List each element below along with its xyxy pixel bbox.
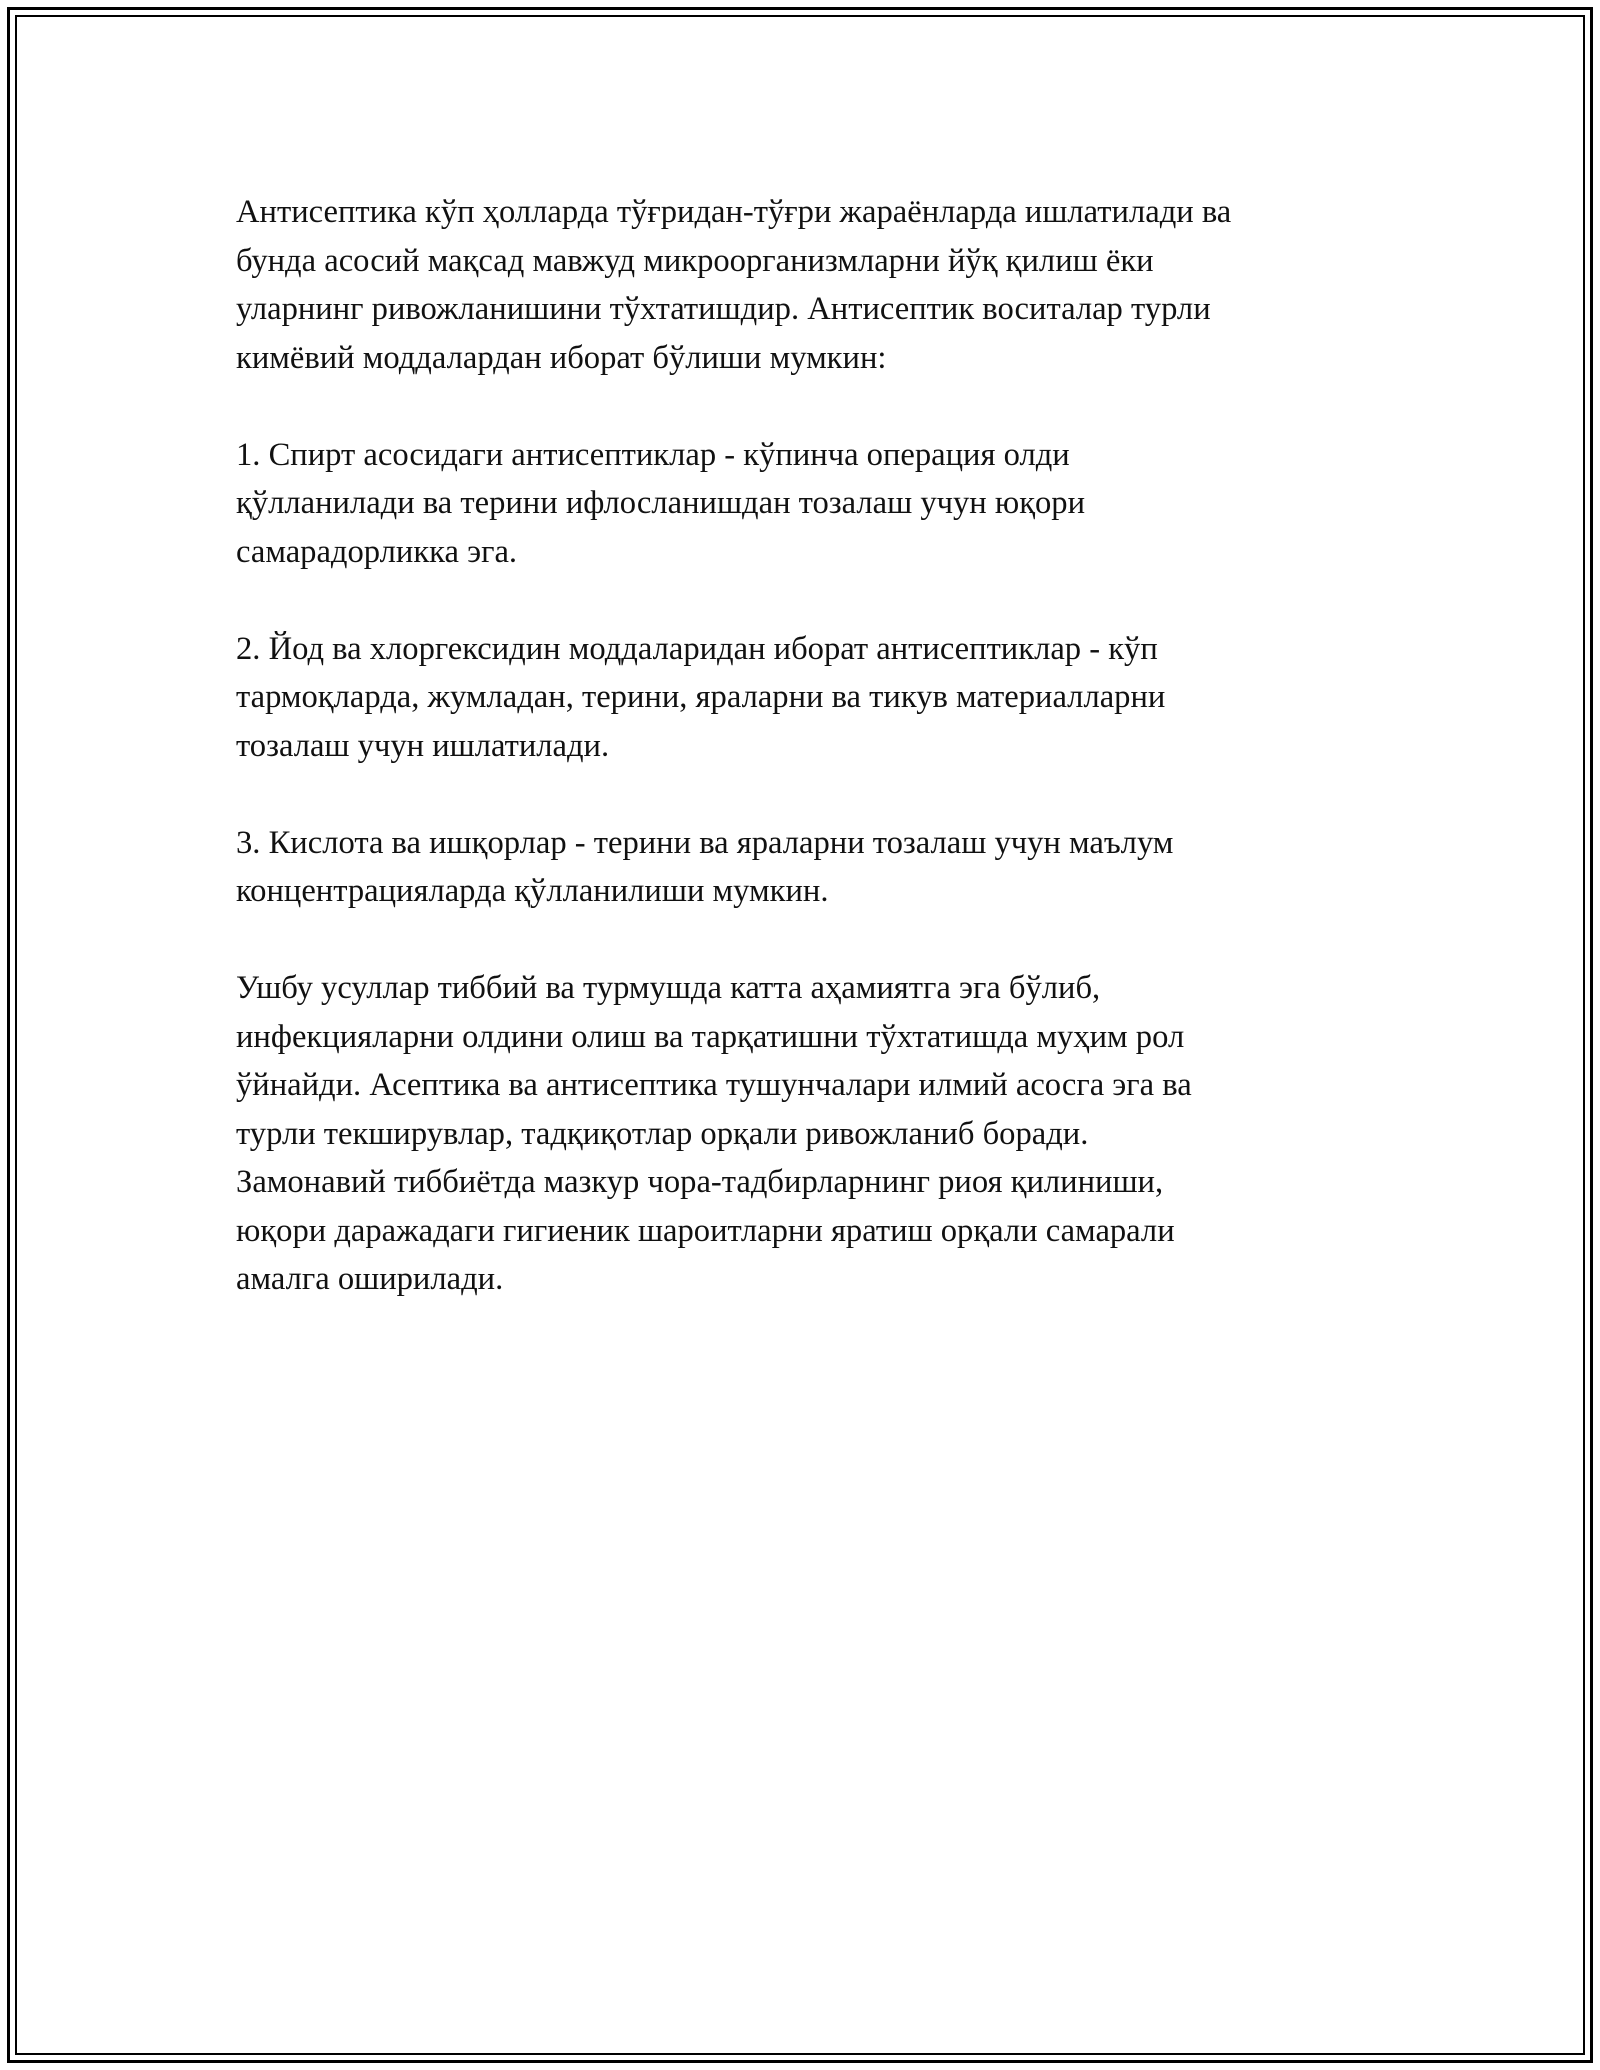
document-body (236, 188, 1376, 1352)
intro-paragraph: Антисептика кўп ҳолларда тўғридан-тўғри жараёнларда ишлатилади ва бунда асосий мақсад мавжуд микроорганизмларни йўқ қилиш ёки уларнинг ривожланишини тўхтатишдир. Антисептик воситалар турли кимёвий моддалардан иборат бўлиши мумкин: (236, 194, 1232, 376)
list-item-1: 1. Спирт асосидаги антисептиклар - кўпинча операция олди қўлланилади ва терини ифлосланишдан тозалаш учун юқори самарадорликка эга. (236, 436, 1086, 570)
conclusion-paragraph: Ушбу усуллар тиббий ва турмушда катта аҳамиятга эга бўлиб, инфекцияларни олдини олиш ва тарқатишни тўхтатишда муҳим рол ўйнайди. Асептика ва антисептика тушунчалари илмий асосга эга ва турли текширувлар, тадқиқотлар орқали ривожланиб боради. Замонавий тиббиётда мазкур чора-тадбирларнинг риоя қилиниши, юқори даражадаги гигиеник шароитларни яратиш орқали самарали амалга оширилади. (236, 970, 1192, 1297)
list-item-3: 3. Кислота ва ишқорлар - терини ва яраларни тозалаш учун маълум концентрацияларда қўлланилиши мумкин. (236, 824, 1174, 909)
list-item-2: 2. Йод ва хлоргексидин моддаларидан иборат антисептиклар - кўп тармоқларда, жумладан, терини, яраларни ва тикув материалларни тозалаш учун ишлатилади. (236, 630, 1166, 764)
